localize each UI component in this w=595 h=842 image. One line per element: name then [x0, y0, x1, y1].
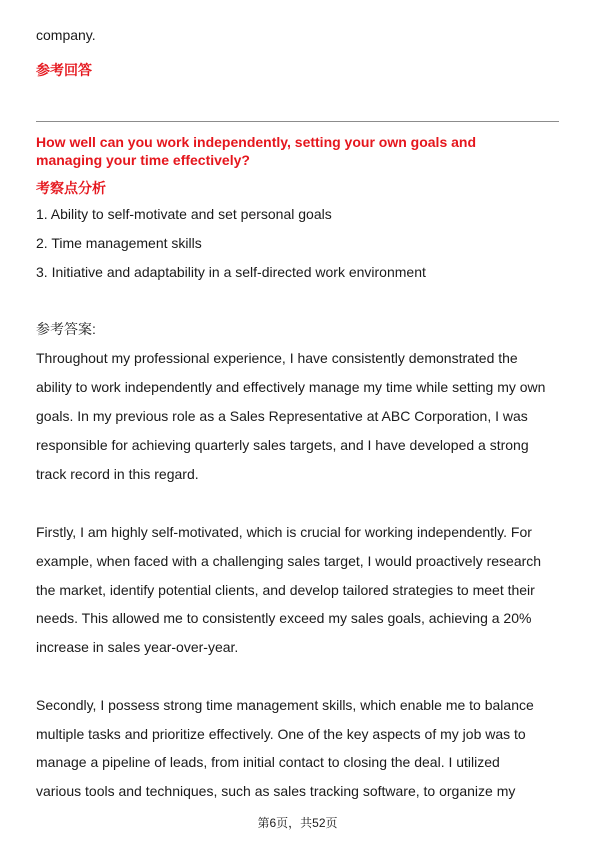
- question-title-line-2: managing your time effectively?: [36, 152, 250, 168]
- answer-paragraph-2-line-1: Firstly, I am highly self-motivated, which is crucial for working independently. For: [36, 524, 532, 540]
- continued-text: company.: [36, 27, 96, 43]
- answer-paragraph-2-line-4: needs. This allowed me to consistently exceed my sales goals, achieving a 20%: [36, 610, 532, 626]
- answer-paragraph-3-line-1: Secondly, I possess strong time management skills, which enable me to balance: [36, 697, 534, 713]
- answer-paragraph-3-line-3: manage a pipeline of leads, from initial contact to closing the deal. I utilized: [36, 754, 500, 770]
- answer-paragraph-3-line-2: multiple tasks and prioritize effectively. One of the key aspects of my job was to: [36, 726, 526, 742]
- answer-paragraph-2-line-2: example, when faced with a challenging sales target, I would proactively research: [36, 553, 542, 569]
- document-page: [36, 0, 560, 842]
- analysis-point-3: 3. Initiative and adaptability in a self-directed work environment: [36, 264, 426, 280]
- reference-answer-heading: 参考回答: [36, 62, 92, 78]
- page-number-footer: 第6页，共52页: [257, 816, 338, 830]
- section-divider: [36, 121, 559, 122]
- answer-paragraph-1-line-2: ability to work independently and effectively manage my time while setting my own: [36, 379, 546, 395]
- analysis-point-2: 2. Time management skills: [36, 235, 202, 251]
- analysis-heading: 考察点分析: [36, 180, 106, 196]
- answer-paragraph-2-line-3: the market, identify potential clients, and develop tailored strategies to meet their: [36, 582, 535, 598]
- question-title-line-1: How well can you work independently, setting your own goals and: [36, 134, 477, 150]
- answer-paragraph-3-line-4: various tools and techniques, such as sales tracking software, to organize my: [36, 783, 516, 799]
- answer-paragraph-1-line-1: Throughout my professional experience, I have consistently demonstrated the: [36, 350, 518, 366]
- answer-paragraph-1-line-5: track record in this regard.: [36, 466, 199, 482]
- answer-paragraph-2-line-5: increase in sales year-over-year.: [36, 639, 239, 655]
- answer-paragraph-1-line-4: responsible for achieving quarterly sales targets, and I have developed a strong: [36, 437, 529, 453]
- answer-paragraph-1-line-3: goals. In my previous role as a Sales Representative at ABC Corporation, I was: [36, 408, 528, 424]
- analysis-point-1: 1. Ability to self-motivate and set personal goals: [36, 206, 332, 222]
- answer-heading: 参考答案:: [36, 321, 96, 337]
